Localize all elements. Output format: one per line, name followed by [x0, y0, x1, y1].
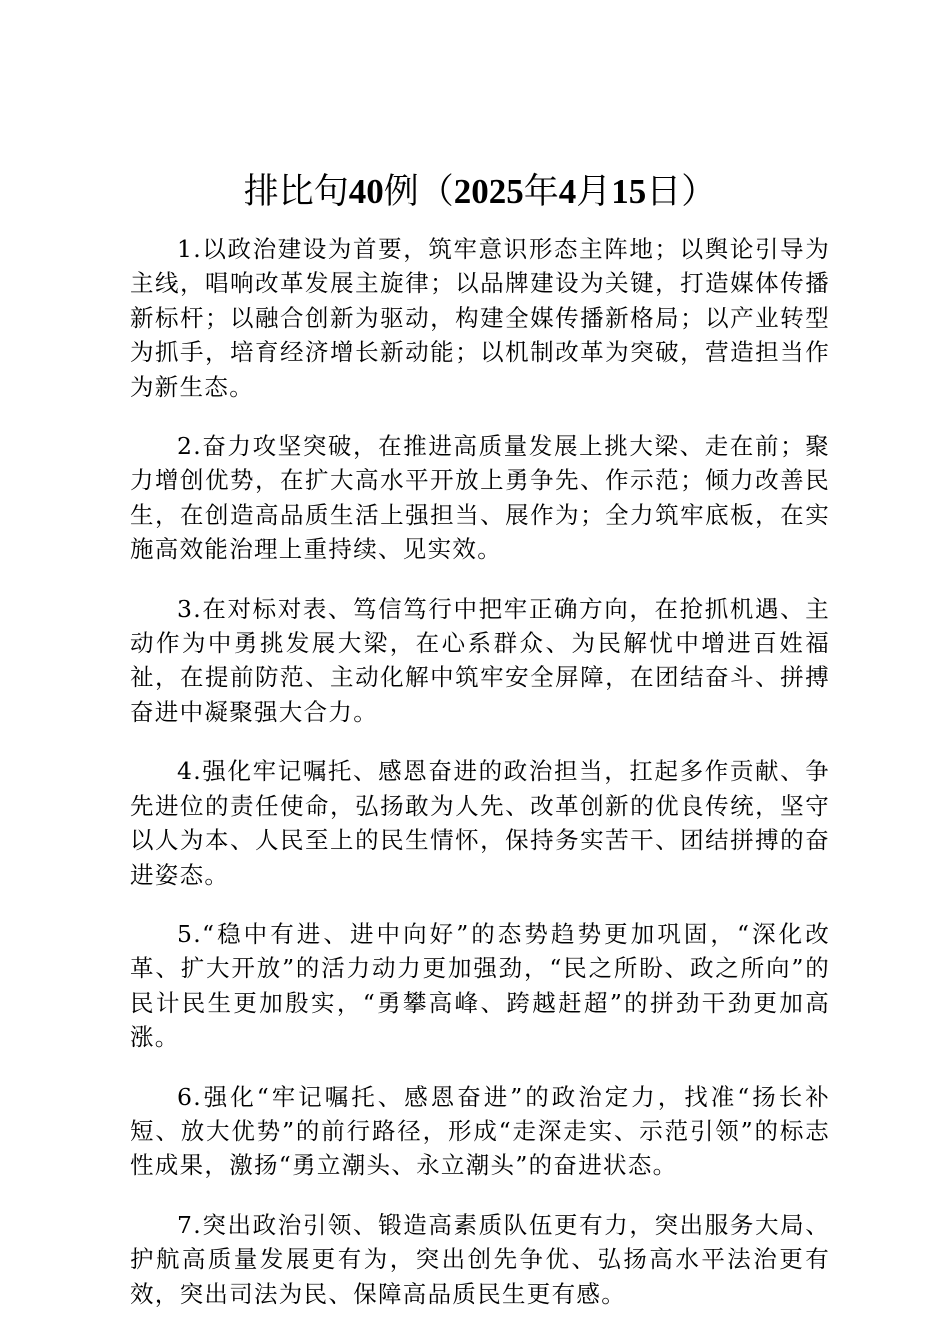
title-part: 例（	[383, 172, 454, 211]
paragraph-5: 5.“稳中有进、进中向好”的态势趋势更加巩固，“深化改革、扩大开放”的活力动力更加强劲，“民之所盼、政之所向”的民计民生更加殷实，“勇攀高峰、跨越赶超”的拼劲干劲更加高涨。	[130, 919, 830, 1052]
paragraph-2: 2.奋力攻坚突破，在推进高质量发展上挑大梁、走在前；聚力增创优势，在扩大高水平开放上勇争先、作示范；倾力改善民生，在创造高品质生活上强担当、展作为；全力筑牢底板，在实施高效能治理上重持续、见实效。	[130, 432, 830, 564]
page-title	[130, 168, 830, 216]
title-day: 15	[611, 172, 647, 211]
paragraph-4: 4.强化牢记嘱托、感恩奋进的政治担当，扛起多作贡献、争先进位的责任使命，弘扬敢为人先、改革创新的优良传统，坚守以人为本、人民至上的民生情怀，保持务实苦干、团结拼搏的奋进姿态。	[130, 757, 830, 889]
paragraph-6: 6.强化“牢记嘱托、感恩奋进”的政治定力，找准“扬长补短、放大优势”的前行路径，形成“走深走实、示范引领”的标志性成果，激扬“勇立潮头、永立潮头”的奋进状态。	[130, 1082, 830, 1180]
title-year: 2025	[453, 172, 524, 211]
title-part: 年	[523, 172, 559, 211]
title-part: 日）	[646, 172, 717, 211]
title-part: 月	[576, 172, 612, 211]
paragraph-7: 7.突出政治引领、锻造高素质队伍更有力，突出服务大局、护航高质量发展更有为，突出创先争优、弘扬高水平法治更有效，突出司法为民、保障高品质民生更有感。	[130, 1210, 830, 1308]
paragraph-3: 3.在对标对表、笃信笃行中把牢正确方向，在抢抓机遇、主动作为中勇挑发展大梁，在心系群众、为民解忧中增进百姓福祉，在提前防范、主动化解中筑牢安全屏障，在团结奋斗、拼搏奋进中凝聚强大合力。	[130, 594, 830, 726]
title-part: 排比句	[243, 172, 349, 211]
title-month: 4	[558, 172, 577, 211]
paragraph-1: 1.以政治建设为首要，筑牢意识形态主阵地；以舆论引导为主线，唱响改革发展主旋律；以品牌建设为关键，打造媒体传播新标杆；以融合创新为驱动，构建全媒传播新格局；以产业转型为抓手，培育经济增长新动能；以机制改革为突破，营造担当作为新生态。	[130, 235, 830, 401]
document-body	[130, 232, 830, 1336]
title-number: 40	[348, 172, 384, 211]
